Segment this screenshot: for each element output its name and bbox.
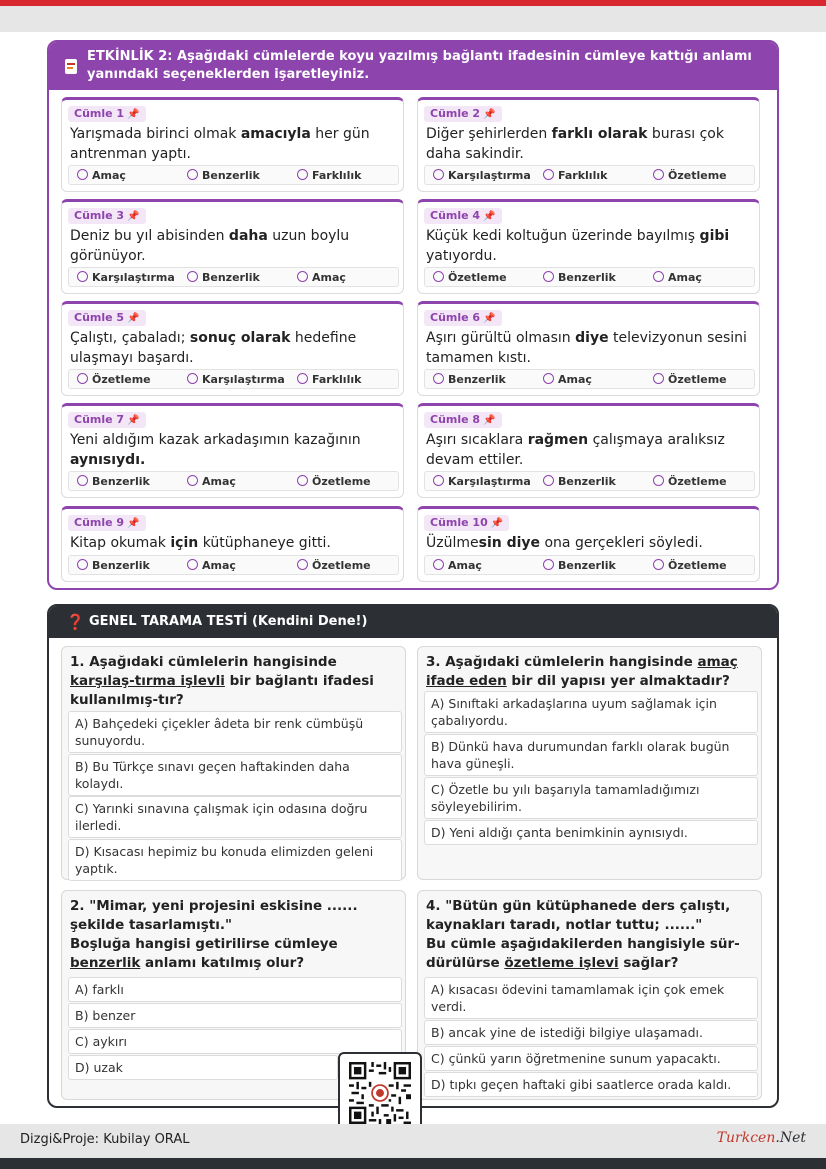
question-4-option-b[interactable]: B) ancak yine de istediği bilgiye ulaşamadı. — [424, 1020, 758, 1045]
activity-title: ETKİNLİK 2: Aşağıdaki cümlelerde koyu yazılmış bağlantı ifadesinin cümleye kattığı anlamı yanındaki seçeneklerden işaretleyiniz. — [87, 49, 752, 82]
radio-circle-icon — [77, 475, 88, 486]
sentence-card — [417, 97, 760, 192]
option-radio[interactable]: Amaç — [77, 168, 126, 183]
radio-circle-icon — [543, 373, 554, 384]
question-2-option-d[interactable]: D) uzak — [68, 1055, 338, 1080]
radio-circle-icon — [187, 169, 198, 180]
document-icon — [65, 59, 77, 74]
sentence-text: Küçük kedi koltuğun üzerinde bayılmış gibi yatıyordu. — [426, 228, 730, 264]
radio-circle-icon — [433, 271, 444, 282]
question-1 — [61, 646, 406, 880]
sentence-text: Üzülmesin diye ona gerçekleri söyledi. — [426, 535, 703, 551]
question-1-option-b[interactable]: B) Bu Türkçe sınavı geçen haftakinden daha kolaydı. — [68, 754, 402, 796]
question-3-option-d[interactable]: D) Yeni aldığı çanta benimkinin aynısıydı. — [424, 820, 758, 845]
option-row — [68, 165, 399, 185]
qr-code-icon — [349, 1062, 411, 1124]
sentence-text: Aşırı sıcaklara rağmen çalışmaya aralıksız devam ettiler. — [426, 432, 725, 468]
question-3-option-c[interactable]: C) Özetle bu yılı başarıyla tamamladığımızı söyleyebilirim. — [424, 777, 758, 819]
option-row — [424, 267, 755, 287]
option-radio[interactable]: Özetleme — [77, 372, 151, 387]
radio-circle-icon — [653, 169, 664, 180]
radio-circle-icon — [653, 373, 664, 384]
option-row — [68, 471, 399, 491]
activity-header — [49, 42, 777, 90]
pin-icon: 📌 — [127, 518, 140, 529]
sentence-tag: Cümle 1 📌 — [68, 106, 146, 122]
option-radio[interactable]: Özetleme — [653, 558, 727, 573]
sentence-text: Yarışmada birinci olmak amacıyla her gün antrenman yaptı. — [70, 126, 370, 162]
question-4-option-c[interactable]: C) çünkü yarın öğretmenine sunum yapacaktı. — [424, 1046, 758, 1071]
question-1-option-a[interactable]: A) Bahçedeki çiçekler âdeta bir renk cümbüşü sunuyordu. — [68, 711, 402, 753]
question-3-option-b[interactable]: B) Dünkü hava durumundan farklı olarak bugün hava güneşli. — [424, 734, 758, 776]
pin-icon: 📌 — [483, 313, 496, 324]
radio-circle-icon — [297, 169, 308, 180]
question-4-option-d[interactable]: D) tıpkı geçen haftaki gibi saatlerce orada kaldı. — [424, 1072, 758, 1097]
radio-circle-icon — [77, 559, 88, 570]
option-radio[interactable]: Amaç — [297, 270, 346, 285]
option-radio[interactable]: Benzerlik — [187, 270, 260, 285]
pin-icon: 📌 — [127, 211, 140, 222]
radio-circle-icon — [77, 169, 88, 180]
question-4-option-a[interactable]: A) kısacası ödevini tamamlamak için çok emek verdi. — [424, 977, 758, 1019]
option-radio[interactable]: Benzerlik — [543, 474, 616, 489]
test-title: GENEL TARAMA TESTİ (Kendini Dene!) — [89, 614, 368, 629]
question-1-text: 1. Aşağıdaki cümlelerin hangisinde karşılaş-tırma işlevli bir bağlantı ifadesi kullanılmış-tır? — [70, 654, 374, 708]
radio-circle-icon — [77, 373, 88, 384]
sentence-card — [61, 506, 404, 582]
option-radio[interactable]: Karşılaştırma — [77, 270, 175, 285]
radio-circle-icon — [653, 475, 664, 486]
question-mark-icon: ❓ — [66, 613, 85, 631]
option-radio[interactable]: Özetleme — [653, 168, 727, 183]
option-radio[interactable]: Amaç — [187, 558, 236, 573]
test-panel — [47, 604, 779, 1108]
radio-circle-icon — [543, 169, 554, 180]
option-radio[interactable]: Benzerlik — [187, 168, 260, 183]
radio-circle-icon — [187, 559, 198, 570]
option-radio[interactable]: Özetleme — [297, 558, 371, 573]
radio-circle-icon — [433, 169, 444, 180]
radio-circle-icon — [543, 475, 554, 486]
radio-circle-icon — [653, 559, 664, 570]
pin-icon: 📌 — [127, 415, 140, 426]
question-3 — [417, 646, 762, 880]
radio-circle-icon — [187, 271, 198, 282]
option-radio[interactable]: Özetleme — [433, 270, 507, 285]
sentence-text: Kitap okumak için kütüphaneye gitti. — [70, 535, 331, 551]
question-3-text: 3. Aşağıdaki cümlelerin hangisinde amaç ifade eden bir dil yapısı yer almaktadır? — [426, 654, 738, 689]
sentence-text: Yeni aldığım kazak arkadaşımın kazağının aynısıydı. — [70, 432, 361, 468]
sentence-tag: Cümle 7 📌 — [68, 412, 146, 428]
radio-circle-icon — [433, 373, 444, 384]
pin-icon: 📌 — [127, 109, 140, 120]
pin-icon: 📌 — [483, 211, 496, 222]
option-radio[interactable]: Amaç — [433, 558, 482, 573]
question-4 — [417, 890, 762, 1100]
question-1-option-c[interactable]: C) Yarınki sınavına çalışmak için odasına doğru ilerledi. — [68, 796, 402, 838]
sentence-text: Aşırı gürültü olmasın diye televizyonun sesini tamamen kıstı. — [426, 330, 747, 366]
sentence-tag: Cümle 6 📌 — [424, 310, 502, 326]
activity-panel — [47, 40, 779, 590]
radio-circle-icon — [187, 373, 198, 384]
option-radio[interactable]: Farklılık — [297, 168, 361, 183]
radio-circle-icon — [77, 271, 88, 282]
question-2-option-b[interactable]: B) benzer — [68, 1003, 402, 1028]
sentence-tag: Cümle 8 📌 — [424, 412, 502, 428]
option-radio[interactable]: Özetleme — [653, 474, 727, 489]
option-row — [424, 165, 755, 185]
pin-icon: 📌 — [127, 313, 140, 324]
radio-circle-icon — [297, 373, 308, 384]
radio-circle-icon — [653, 271, 664, 282]
sentence-text: Deniz bu yıl abisinden daha uzun boylu görünüyor. — [70, 228, 350, 264]
option-radio[interactable]: Benzerlik — [543, 558, 616, 573]
pin-icon: 📌 — [483, 109, 496, 120]
sentence-card — [417, 301, 760, 396]
question-2-text: 2. "Mimar, yeni projesini eskisine ...... şekilde tasarlamıştı." Boşluğa hangisi getirilirse cümleye benzerlik anlamı katılmış olur? — [70, 898, 358, 971]
sentence-text: Çalıştı, çabaladı; sonuç olarak hedefine ulaşmayı başardı. — [70, 330, 357, 366]
question-3-option-a[interactable]: A) Sınıftaki arkadaşlarına uyum sağlamak için çabalıyordu. — [424, 691, 758, 733]
sentence-tag: Cümle 9 📌 — [68, 515, 146, 531]
sentence-tag: Cümle 3 📌 — [68, 208, 146, 224]
option-radio[interactable]: Farklılık — [297, 372, 361, 387]
radio-circle-icon — [297, 475, 308, 486]
radio-circle-icon — [543, 559, 554, 570]
question-1-option-d[interactable]: D) Kısacası hepimiz bu konuda elimizden geleni yaptık. — [68, 839, 402, 881]
radio-circle-icon — [297, 271, 308, 282]
question-2-option-a[interactable]: A) farklı — [68, 977, 402, 1002]
sentence-card — [417, 403, 760, 498]
option-radio[interactable]: Amaç — [187, 474, 236, 489]
option-radio[interactable]: Karşılaştırma — [187, 372, 285, 387]
option-radio[interactable]: Amaç — [653, 270, 702, 285]
option-row — [424, 471, 755, 491]
brand-logo[interactable]: Turkcen.Net — [716, 1130, 806, 1146]
option-row — [424, 369, 755, 389]
radio-circle-icon — [433, 559, 444, 570]
option-row — [68, 267, 399, 287]
radio-circle-icon — [433, 475, 444, 486]
sentence-tag: Cümle 4 📌 — [424, 208, 502, 224]
pin-icon: 📌 — [483, 415, 496, 426]
option-radio[interactable]: Özetleme — [653, 372, 727, 387]
sentence-tag: Cümle 10 📌 — [424, 515, 509, 531]
option-row — [68, 555, 399, 575]
sentence-text: Diğer şehirlerden farklı olarak burası çok daha sakindir. — [426, 126, 724, 162]
option-radio[interactable]: Benzerlik — [433, 372, 506, 387]
sentence-card — [61, 97, 404, 192]
sentence-card — [417, 199, 760, 294]
sentence-card — [61, 199, 404, 294]
radio-circle-icon — [187, 475, 198, 486]
option-row — [68, 369, 399, 389]
radio-circle-icon — [297, 559, 308, 570]
sentence-card — [61, 301, 404, 396]
option-radio[interactable]: Benzerlik — [77, 558, 150, 573]
option-radio[interactable]: Karşılaştırma — [433, 474, 531, 489]
option-radio[interactable]: Benzerlik — [543, 270, 616, 285]
bottom-dark-bar — [0, 1158, 826, 1169]
option-radio[interactable]: Özetleme — [297, 474, 371, 489]
footer-credit: Dizgi&Proje: Kubilay ORAL — [20, 1132, 190, 1147]
sentence-card — [61, 403, 404, 498]
option-radio[interactable]: Amaç — [543, 372, 592, 387]
option-radio[interactable]: Benzerlik — [77, 474, 150, 489]
footer — [0, 1124, 826, 1158]
test-header — [49, 606, 777, 638]
sentence-tag: Cümle 2 📌 — [424, 106, 502, 122]
radio-circle-icon — [543, 271, 554, 282]
question-4-text: 4. "Bütün gün kütüphanede ders çalıştı, kaynakları taradı, notlar tuttu; ......" Bu cümle aşağıdakilerden hangisiyle sür-dürülürse özetleme işlevi sağlar? — [426, 898, 740, 971]
top-gray-band — [0, 6, 826, 32]
sentence-card — [417, 506, 760, 582]
option-radio[interactable]: Farklılık — [543, 168, 607, 183]
sentence-tag: Cümle 5 📌 — [68, 310, 146, 326]
option-radio[interactable]: Karşılaştırma — [433, 168, 531, 183]
question-2-option-c[interactable]: C) aykırı — [68, 1029, 402, 1054]
pin-icon: 📌 — [490, 518, 504, 529]
option-row — [424, 555, 755, 575]
